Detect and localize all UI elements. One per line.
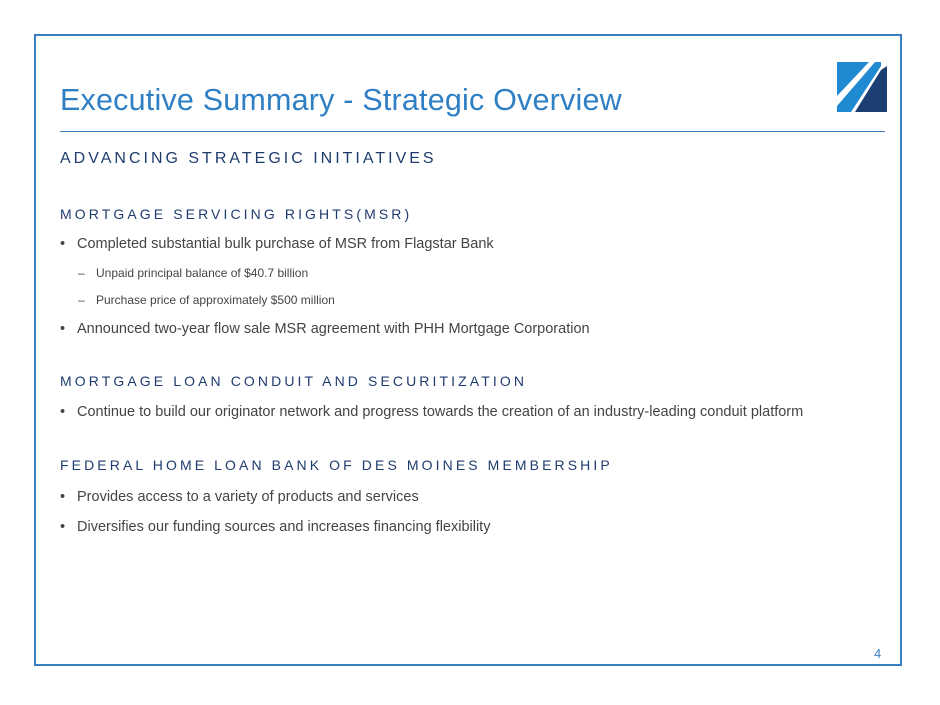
bullet-glyph: • xyxy=(60,404,66,420)
section-heading-fhlb: FEDERAL HOME LOAN BANK OF DES MOINES MEMBERSHIP xyxy=(60,457,613,473)
bullet-glyph: • xyxy=(60,489,66,505)
bullet-item xyxy=(60,489,419,505)
sub-bullet-text: Unpaid principal balance of $40.7 billion xyxy=(96,266,309,280)
bullet-item xyxy=(60,321,590,337)
bullet-glyph: • xyxy=(60,236,66,252)
bullet-text: Completed substantial bulk purchase of MSR from Flagstar Bank xyxy=(77,236,494,252)
section-heading-conduit: MORTGAGE LOAN CONDUIT AND SECURITIZATION xyxy=(60,373,528,389)
page-number: 4 xyxy=(874,646,882,661)
bullet-item xyxy=(60,236,494,252)
bullet-glyph: • xyxy=(60,321,66,337)
company-logo-icon xyxy=(837,62,887,112)
title-divider xyxy=(60,131,885,132)
bullet-text: Diversifies our funding sources and increases financing flexibility xyxy=(77,519,491,535)
sub-bullet-item xyxy=(78,293,335,307)
bullet-text: Announced two-year flow sale MSR agreement with PHH Mortgage Corporation xyxy=(77,321,590,337)
section-heading-msr: MORTGAGE SERVICING RIGHTS(MSR) xyxy=(60,206,413,222)
slide-title: Executive Summary - Strategic Overview xyxy=(60,83,622,117)
dash-glyph: – xyxy=(78,293,85,307)
sub-bullet-text: Purchase price of approximately $500 million xyxy=(96,293,335,307)
bullet-glyph: • xyxy=(60,519,66,535)
main-heading: ADVANCING STRATEGIC INITIATIVES xyxy=(60,150,437,167)
slide-frame xyxy=(34,34,902,666)
bullet-item xyxy=(60,519,490,535)
dash-glyph: – xyxy=(78,266,85,280)
sub-bullet-item xyxy=(78,266,308,280)
bullet-text: Provides access to a variety of products and services xyxy=(77,489,419,505)
bullet-item xyxy=(60,404,803,420)
bullet-text: Continue to build our originator network and progress towards the creation of an industry-leading conduit platform xyxy=(77,404,804,420)
